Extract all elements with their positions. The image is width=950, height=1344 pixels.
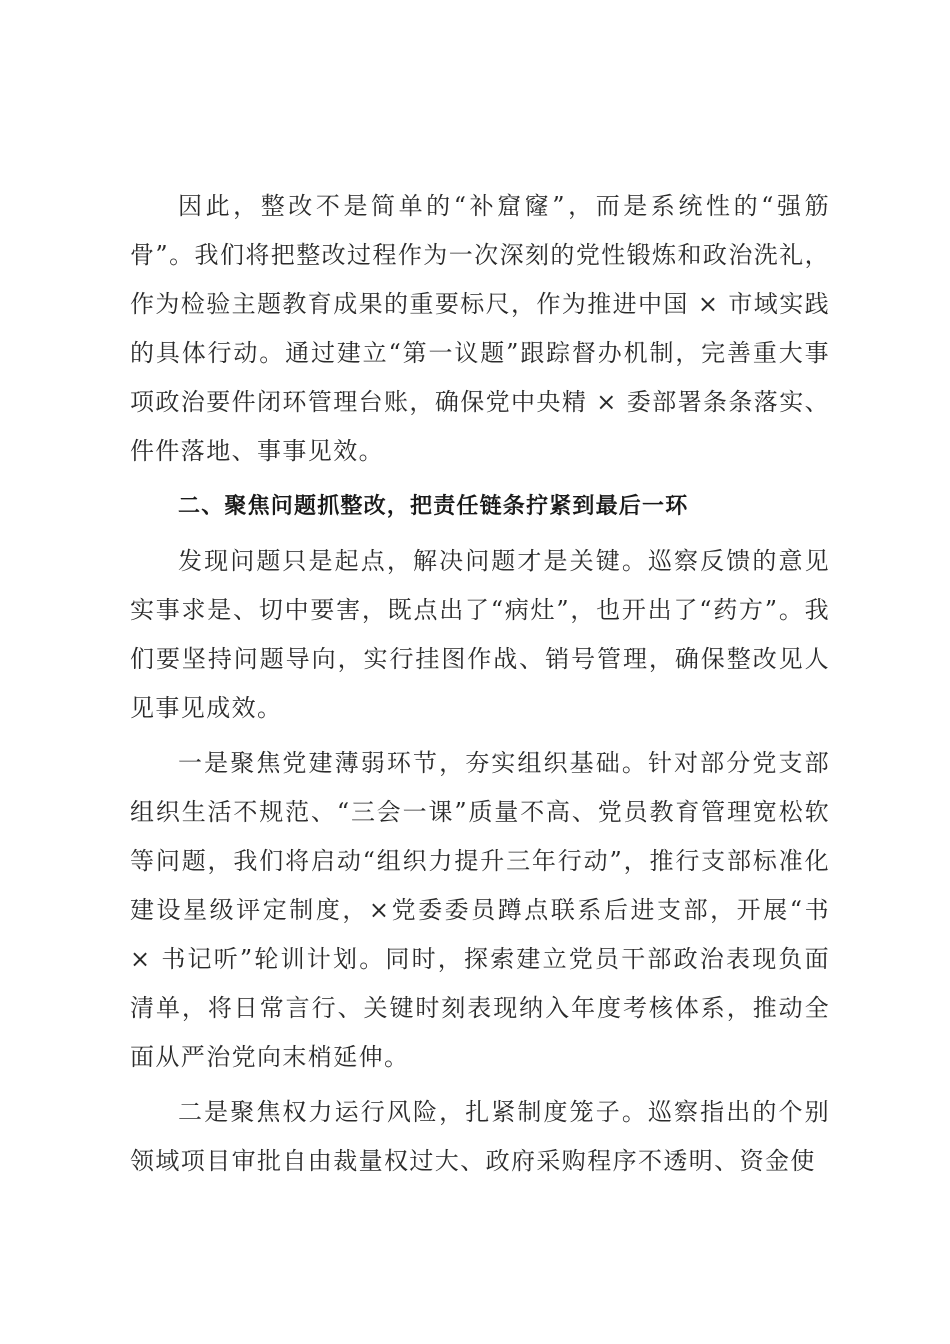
document-body — [130, 182, 830, 1192]
paragraph-rectification-meaning: 因此，整改不是简单的“补窟窿”，而是系统性的“强筋骨”。我们将把整改过程作为一次深刻的党性锻炼和政治洗礼，作为检验主题教育成果的重要标尺，作为推进中国 × 市域实践的具体行动。通过建立“第一议题”跟踪督办机制，完善重大事项政治要件闭环管理台账，确保党中央精 × 委部署条条落实、件件落地、事事见效。 — [130, 192, 830, 465]
paragraph-problem-orientation: 发现问题只是起点，解决问题才是关键。巡察反馈的意见实事求是、切中要害，既点出了“病灶”，也开出了“药方”。我们要坚持问题导向，实行挂图作战、销号管理，确保整改见人见事见成效。 — [130, 547, 830, 722]
paragraph-power-operation: 二是聚焦权力运行风险，扎紧制度笼子。巡察指出的个别领域项目审批自由裁量权过大、政府采购程序不透明、资金使 — [130, 1098, 830, 1175]
paragraph-party-building: 一是聚焦党建薄弱环节，夯实组织基础。针对部分党支部组织生活不规范、“三会一课”质量不高、党员教育管理宽松软等问题，我们将启动“组织力提升三年行动”，推行支部标准化建设星级评定制度，×党委委员蹲点联系后进支部，开展“书 × 书记听”轮训计划。同时，探索建立党员干部政治表现负面清单，将日常言行、关键时刻表现纳入年度考核体系，推动全面从严治党向末梢延伸。 — [130, 749, 830, 1071]
section-heading-2: 二、聚焦问题抓整改，把责任链条拧紧到最后一环 — [178, 494, 689, 519]
